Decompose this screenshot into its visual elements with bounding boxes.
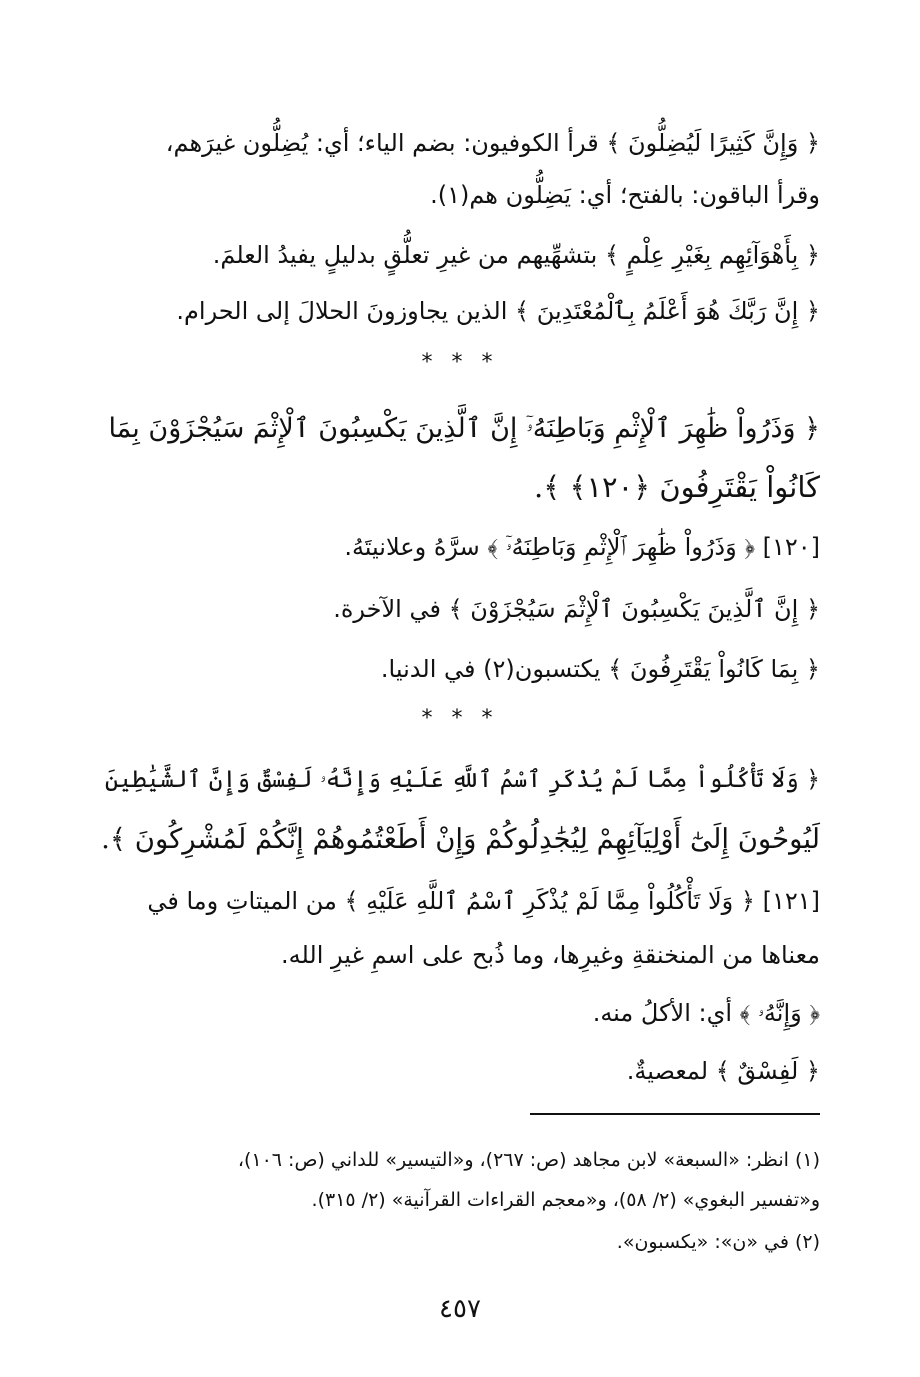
section-separator: * * * <box>421 350 499 375</box>
page-number: ٤٥٧ <box>439 1294 481 1324</box>
text-line: ﴿ لَفِسْقٌ ﴾ لمعصيةٌ. <box>626 1057 820 1085</box>
verse-line: لَيُوحُونَ إِلَىٰٓ أَوْلِيَآئِهِمْ لِيُجَٰدِلُوكُمْ وَإِنْ أَطَعْتُمُوهُمْ إِنَّكُمْ لَمُشْرِكُونَ ﴾. <box>101 823 820 855</box>
section-separator: * * * <box>421 706 499 731</box>
text-line: [١٢١] ﴿ وَلَا تَأْكُلُواْ مِمَّا لَمْ يُذْكَرِ ٱسْمُ ٱللَّهِ عَلَيْهِ ﴾ من الميتاتِ وما في <box>147 887 820 915</box>
verse-line: ﴿ وَذَرُواْ ظَٰهِرَ ٱلْإِثْمِ وَبَاطِنَهُۥٓ إِنَّ ٱلَّذِينَ يَكْسِبُونَ ٱلْإِثْمَ سَيُجْزَوْنَ بِمَا <box>108 413 820 444</box>
footnote: (١) انظر: «السبعة» لابن مجاهد (ص: ٢٦٧)، و«التيسير» للداني (ص: ١٠٦)، <box>237 1149 820 1171</box>
text-line: ﴿ وَإِنَّهُۥ ﴾ أي: الأكلُ منه. <box>592 999 820 1027</box>
footnote: (٢) في «ن»: «يكسبون». <box>616 1231 820 1253</box>
text-line: ﴿ وَإِنَّ كَثِيرًا لَيُضِلُّونَ ﴾ قرأ الكوفيون: بضم الياء؛ أي: يُضِلُّون غيرَهم، <box>165 129 820 157</box>
text-line: [١٢٠] ﴿ وَذَرُواْ ظَٰهِرَ ٱلْإِثْمِ وَبَاطِنَهُۥٓ ﴾ سرَّهُ وعلانيتَهُ. <box>344 533 820 561</box>
verse-line: كَانُواْ يَقْتَرِفُونَ ﴿١٢٠﴾ ﴾. <box>534 470 820 504</box>
text-line: ﴿ بِمَا كَانُواْ يَقْتَرِفُونَ ﴾ يكتسبون(٢) في الدنيا. <box>380 655 820 683</box>
verse-line: ﴿ وَلَا تَأْكُلُواْ مِمَّا لَمْ يُذْكَرِ ٱسْمُ ٱللَّهِ عَلَيْهِ وَإِنَّهُۥ لَفِسْقٌ وَإِنَّ ٱلشَّيَٰطِينَ <box>104 765 820 793</box>
footnote: و«تفسير البغوي» (٢/ ٥٨)، و«معجم القراءات القرآنية» (٢/ ٣١٥). <box>311 1189 820 1211</box>
text-line: ﴿ إِنَّ رَبَّكَ هُوَ أَعْلَمُ بِٱلْمُعْتَدِينَ ﴾ الذين يجاوزونَ الحلالَ إلى الحرام. <box>176 297 820 325</box>
text-line: معناها من المنخنقةِ وغيرِها، وما ذُبح على اسمِ غيرِ الله. <box>280 941 820 969</box>
text-line: ﴿ إِنَّ ٱلَّذِينَ يَكْسِبُونَ ٱلْإِثْمَ سَيُجْزَوْنَ ﴾ في الآخرة. <box>333 595 820 623</box>
text-line: ﴿ بِأَهْوَآئِهِم بِغَيْرِ عِلْمٍ ﴾ بتشهِّيهم من غيرِ تعلُّقٍ بدليلٍ يفيدُ العلمَ. <box>212 241 820 269</box>
text-line: وقرأ الباقون: بالفتح؛ أي: يَضِلُّون هم(١). <box>430 181 820 209</box>
footnote-divider <box>530 1113 820 1115</box>
